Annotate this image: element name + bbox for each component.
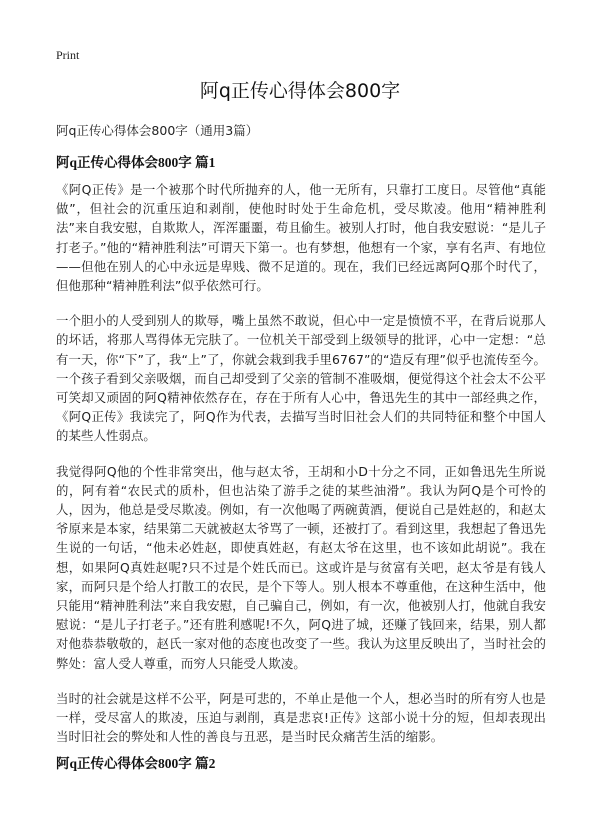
- paragraph-4: 当时的社会就是这样不公平，阿是可悲的，不单止是他一个人，想必当时的所有穷人也是一样，受尽富人的欺凌，压迫与剥削，真是悲哀!正传》这部小说十分的短，但却表现出当时旧社会的弊处和人性的善良与丑恶，是当时民众痛苦生活的缩影。: [56, 690, 546, 745]
- print-link[interactable]: Print: [56, 48, 80, 62]
- section-heading-2: 阿q正传心得体会800字 篇2: [56, 756, 216, 771]
- section-1-body: [56, 180, 546, 762]
- page-title: 阿q正传心得体会800字: [199, 80, 401, 102]
- paragraph-3: 我觉得阿Q他的个性非常突出，他与赵太爷，王胡和小D十分之不同，正如鲁迅先生所说的，阿有着“农民式的质朴，但也沾染了游手之徒的某些油滑”。我认为阿Q是个可怜的人，因为，他总是受尽欺凌。例如，有一次他喝了两碗黄酒，便说自己是姓赵的，和赵太爷原来是本家，结果第二天就被赵太爷骂了一顿，还被打了。看到这里，我想起了鲁迅先生说的一句话，“他未必姓赵，即使真姓赵，有赵太爷在这里，也不该如此胡说”。我在想，如果阿Q真姓赵呢?只不过是个姓氏而已。这或许是与贫富有关吧，赵太爷是有钱人家，而阿只是个给人打散工的农民，是个下等人。别人根本不尊重他，在这种生活中，他只能用“精神胜利法”来自我安慰，自己骗自己，例如，有一次，他被别人打，他就自我安慰说：“是儿子打老子。”还有胜利感呢!不久，阿Q进了城，还赚了钱回来，结果，别人都对他恭恭敬敬的，赵氏一家对他的态度也改变了一些。我认为这里反映出了，当时社会的弊处：富人受人尊重，而穷人只能受人欺凌。: [56, 463, 546, 671]
- section-heading-1: 阿q正传心得体会800字 篇1: [56, 155, 216, 170]
- paragraph-1: 《阿Q正传》是一个被那个时代所抛弃的人，他一无所有，只靠打工度日。尽管他“真能做”，但社会的沉重压迫和剥削，使他时时处于生命危机，受尽欺凌。他用“精神胜利法”来自我安慰，自欺欺人，浑浑噩噩，苟且偷生。被别人打时，他自我安慰说：“是儿子打老子。”他的“精神胜利法”可谓天下第一。也有梦想，他想有一个家，享有名声、有地位——但他在别人的心中永远是卑贱、微不足道的。现在，我们已经远离阿Q那个时代了，但他那种“精神胜利法”似乎依然可行。: [56, 182, 546, 294]
- document-subtitle: 阿q正传心得体会800字（通用3篇）: [56, 123, 259, 138]
- paragraph-2: 一个胆小的人受到别人的欺辱，嘴上虽然不敢说，但心中一定是愤愤不平，在背后说那人的坏话，将那人骂得体无完肤了。一位机关干部受到上级领导的批评，心中一定想：“总有一天，你“下”了，我“上”了，你就会栽到我手里6767”的“造反有理”似乎也流传至今。一个孩子看到父亲吸烟，而自己却受到了父亲的管制不准吸烟，便觉得这个社会太不公平可笑却又顽固的阿Q精神依然存在，存在于所有人心中，鲁迅先生的其中一部经典之作，《阿Q正传》我读完了，阿Q作为代表，去描写当时旧社会人们的共同特征和整个中国人的某些人性弱点。: [56, 313, 546, 444]
